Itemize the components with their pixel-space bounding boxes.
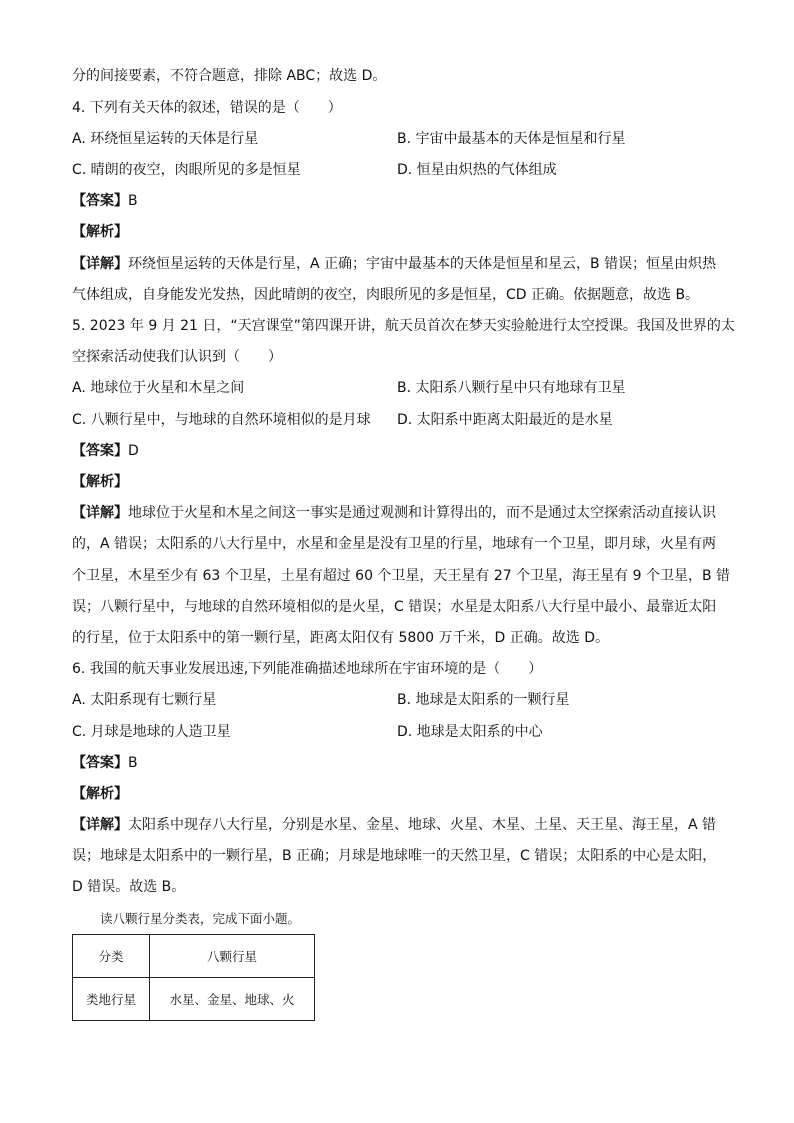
q5-detail-line-4: 误；八颗行星中，与地球的自然环境相似的是火星，C 错误；水星是太阳系八大行星中最小、最靠近太阳 [72, 599, 717, 615]
table-header-cell: 八颗行星 [150, 935, 315, 978]
q5-answer [72, 441, 139, 461]
reading-caption: 读八颗行星分类表，完成下面小题。 [100, 911, 301, 926]
q5-detail-line-2: 的，A 错误；太阳系的八大行星中，水星和金星是没有卫星的行星，地球有一个卫星，即月球，火星有两 [72, 536, 717, 552]
detail-text: 环绕恒星运转的天体是行星，A 正确；宇宙中最基本的天体是恒星和星云，B 错误；恒星由炽热 [128, 256, 717, 272]
answer-value: D [128, 443, 139, 459]
q4-answer [72, 191, 138, 211]
q5-detail-line-1 [72, 503, 716, 523]
q4-option-c: C. 晴朗的夜空，肉眼所见的多是恒星 [72, 162, 301, 178]
q6-detail-line-3: D 错误。故选 B。 [72, 879, 186, 895]
q4-analysis-tag: 【解析】 [72, 224, 128, 240]
table-row [73, 978, 315, 1021]
table-header-row [73, 935, 315, 978]
q6-option-b: B. 地球是太阳系的一颗行星 [397, 692, 570, 708]
q5-option-a: A. 地球位于火星和木星之间 [72, 380, 245, 396]
detail-tag: 【详解】 [72, 505, 128, 521]
detail-text: 地球位于火星和木星之间这一事实是通过观测和计算得出的，而不是通过太空探索活动直接认识 [128, 505, 716, 521]
q5-option-b: B. 太阳系八颗行星中只有地球有卫星 [397, 380, 626, 396]
detail-text: 太阳系中现存八大行星，分别是水星、金星、地球、火星、木星、土星、天王星、海王星，A 错 [128, 817, 717, 833]
q4-stem: 4. 下列有关天体的叙述，错误的是（ ） [72, 100, 342, 116]
table-cell: 类地行星 [73, 978, 150, 1021]
q5-stem-line-1: 5. 2023 年 9 月 21 日，“天宫课堂”第四课开讲，航天员首次在梦天实验舱进行太空授课。我国及世界的太 [72, 318, 735, 334]
answer-tag: 【答案】 [72, 193, 128, 209]
q5-option-c: C. 八颗行星中，与地球的自然环境相似的是月球 [72, 412, 371, 428]
q6-answer [72, 753, 138, 773]
table-cell: 水星、金星、地球、火 [150, 978, 315, 1021]
planet-classification-table [72, 934, 315, 1021]
q4-option-a: A. 环绕恒星运转的天体是行星 [72, 131, 259, 147]
q5-detail-line-5: 的行星，位于太阳系中的第一颗行星，距离太阳仅有 5800 万千米，D 正确。故选 D。 [72, 630, 609, 646]
q4-detail-line-1 [72, 254, 716, 274]
q4-detail-line-2: 气体组成，自身能发光发热，因此晴朗的夜空，肉眼所见的多是恒星，CD 正确。依据题意，故选 B。 [72, 287, 700, 303]
answer-tag: 【答案】 [72, 443, 128, 459]
q4-option-b: B. 宇宙中最基本的天体是恒星和行星 [397, 131, 626, 147]
answer-tag: 【答案】 [72, 755, 128, 771]
detail-tag: 【详解】 [72, 817, 128, 833]
continued-text: 分的间接要素，不符合题意，排除 ABC；故选 D。 [72, 68, 387, 84]
q6-stem: 6. 我国的航天事业发展迅速,下列能准确描述地球所在宇宙环境的是（ ） [72, 661, 543, 677]
detail-tag: 【详解】 [72, 256, 128, 272]
q5-option-d: D. 太阳系中距离太阳最近的是水星 [397, 412, 613, 428]
answer-value: B [128, 755, 138, 771]
q6-option-a: A. 太阳系现有七颗行星 [72, 692, 217, 708]
q5-detail-line-3: 个卫星，木星至少有 63 个卫星，土星有超过 60 个卫星，天王星有 27 个卫星，海王星有 9 个卫星，B 错 [72, 568, 731, 584]
q6-option-d: D. 地球是太阳系的中心 [397, 724, 543, 740]
answer-value: B [128, 193, 138, 209]
table-header-cell: 分类 [73, 935, 150, 978]
q5-analysis-tag: 【解析】 [72, 474, 128, 490]
q6-analysis-tag: 【解析】 [72, 786, 128, 802]
q6-detail-line-1 [72, 815, 716, 835]
q5-stem-line-2: 空探索活动使我们认识到（ ） [72, 349, 282, 365]
q4-option-d: D. 恒星由炽热的气体组成 [397, 162, 557, 178]
q6-option-c: C. 月球是地球的人造卫星 [72, 724, 231, 740]
q6-detail-line-2: 误；地球是太阳系中的一颗行星，B 正确；月球是地球唯一的天然卫星，C 错误；太阳系的中心是太阳， [72, 848, 717, 864]
